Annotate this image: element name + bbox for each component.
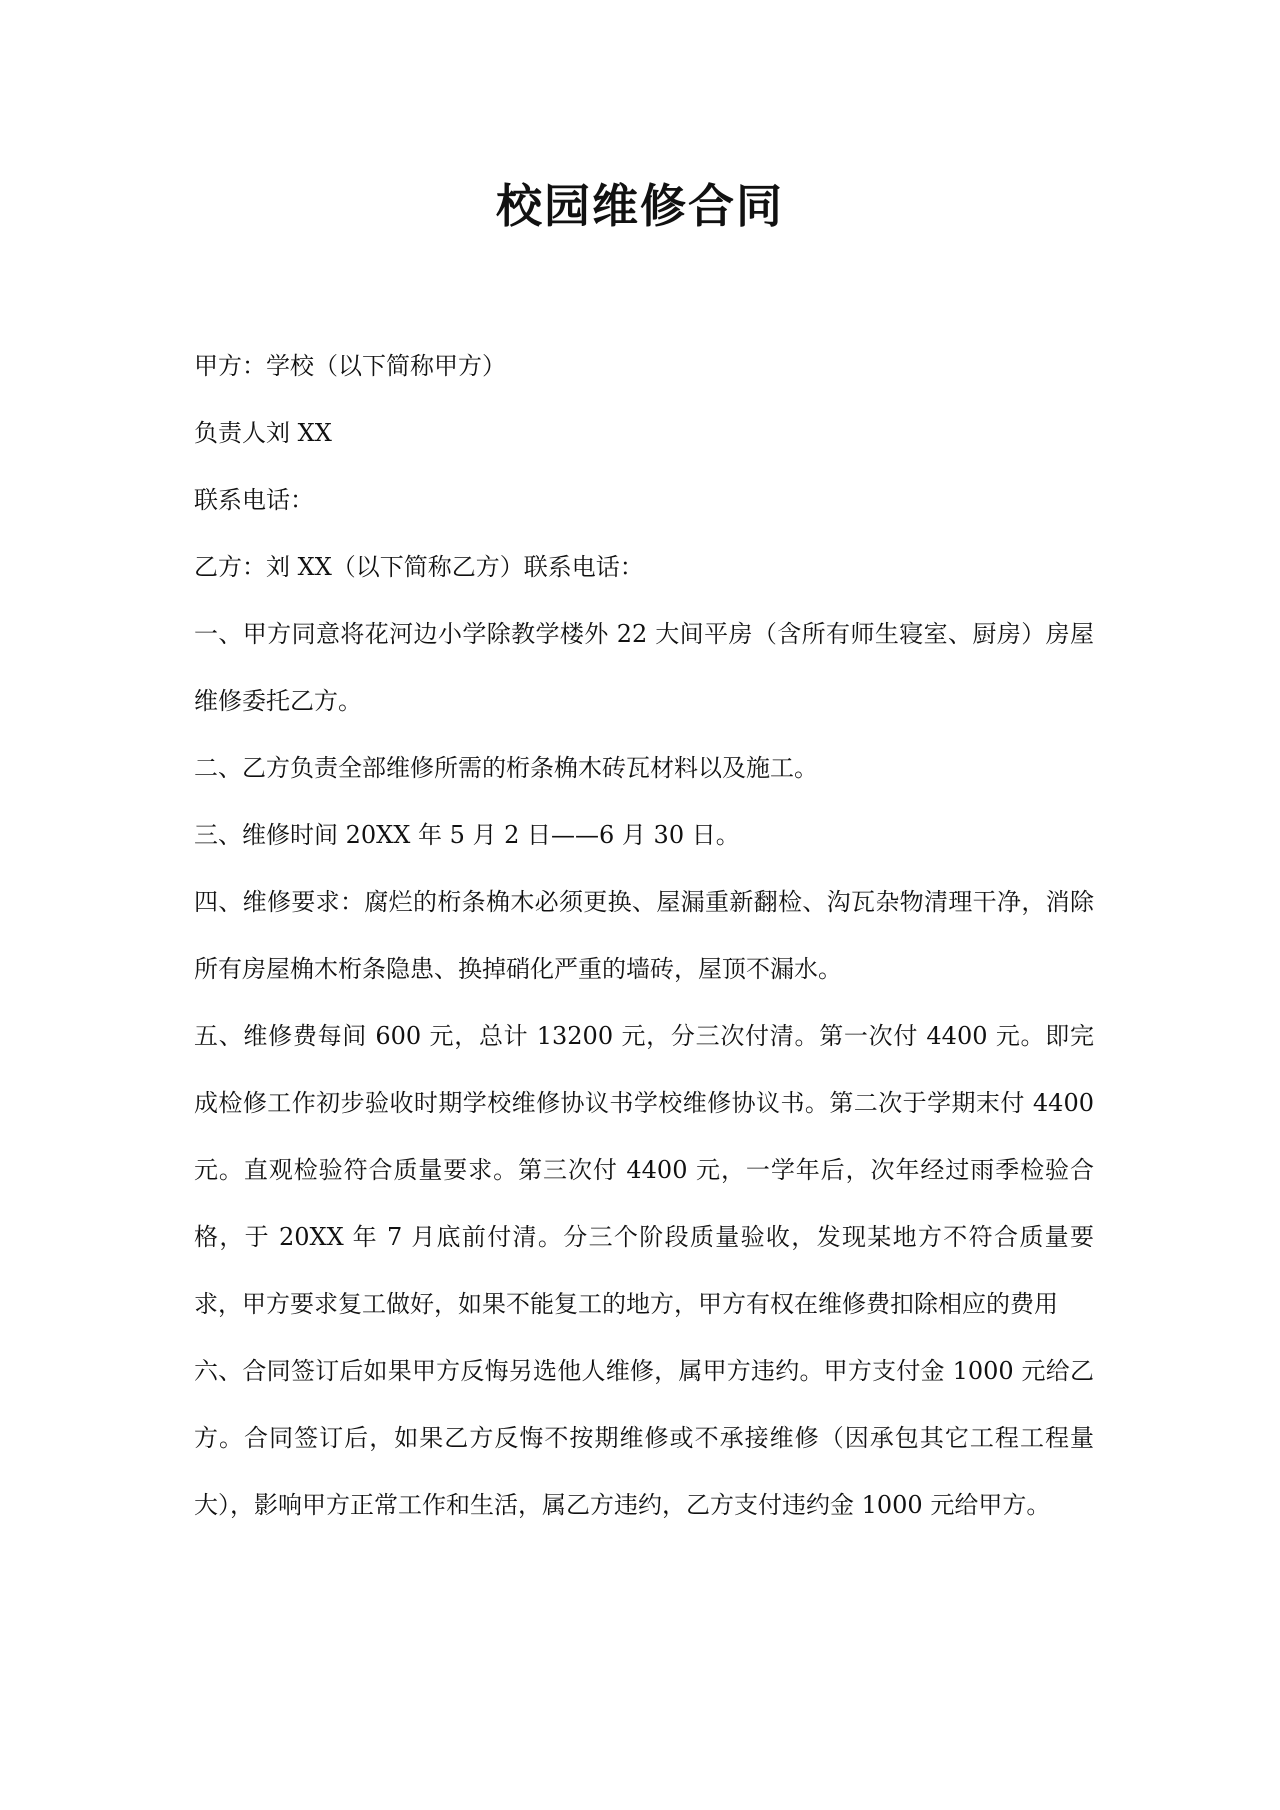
responsible-person-line: 负责人刘 XX — [194, 419, 332, 447]
party-b-line: 乙方：刘 XX（以下简称乙方）联系电话： — [194, 553, 644, 581]
contact-phone-line: 联系电话： — [194, 486, 314, 514]
clause-3: 三、维修时间 20XX 年 5 月 2 日——6 月 30 日。 — [194, 821, 740, 849]
clause-4: 四、维修要求：腐烂的桁条桷木必须更换、屋漏重新翻检、沟瓦杂物清理干净，消除所有房屋桷木桁条隐患、换掉硝化严重的墙砖，屋顶不漏水。 — [194, 888, 1094, 983]
clause-5: 五、维修费每间 600 元，总计 13200 元，分三次付清。第一次付 4400 元。即完成检修工作初步验收时期学校维修协议书学校维修协议书。第二次于学期末付 4400 元。直观检验符合质量要求。第三次付 4400 元，一学年后，次年经过雨季检验合格，于 20XX 年 7 月底前付清。分三个阶段质量验收，发现某地方不符合质量要求，甲方要求复工做好，如果不能复工的地方，甲方有权在维修费扣除相应的费用 — [194, 1022, 1094, 1318]
clause-2: 二、乙方负责全部维修所需的桁条桷木砖瓦材料以及施工。 — [194, 754, 818, 782]
party-a-line: 甲方：学校（以下简称甲方） — [194, 352, 506, 380]
clause-1: 一、甲方同意将花河边小学除教学楼外 22 大间平房（含所有师生寝室、厨房）房屋维修委托乙方。 — [194, 620, 1094, 715]
document-body — [194, 333, 1094, 1539]
document-title: 校园维修合同 — [496, 179, 784, 233]
clause-6: 六、合同签订后如果甲方反悔另选他人维修，属甲方违约。甲方支付金 1000 元给乙方。合同签订后，如果乙方反悔不按期维修或不承接维修（因承包其它工程工程量大），影响甲方正常工作和生活，属乙方违约，乙方支付违约金 1000 元给甲方。 — [194, 1357, 1094, 1519]
